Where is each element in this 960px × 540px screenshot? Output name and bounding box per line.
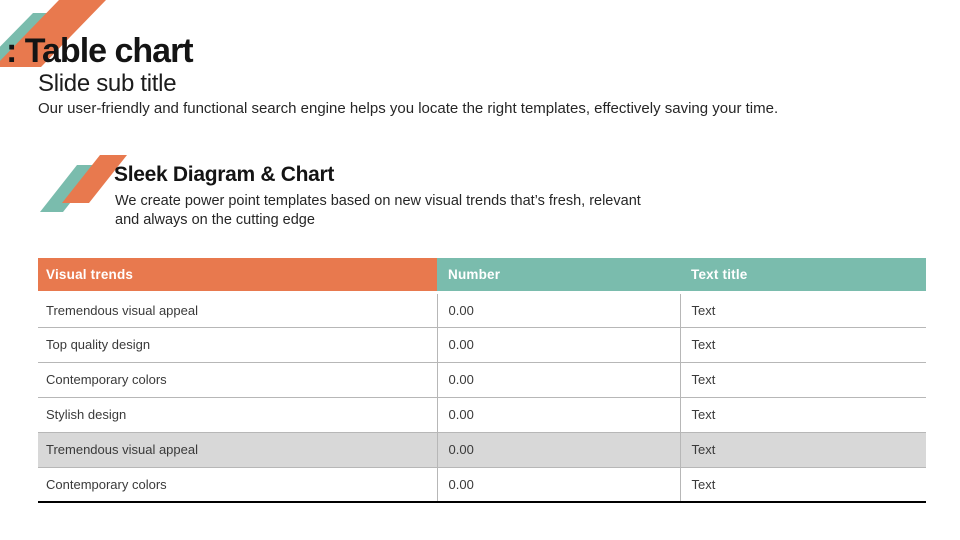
slide-description: Our user-friendly and functional search engine helps you locate the right templates, effectively saving your time. [38,100,779,117]
table-cell: 0.00 [437,397,680,432]
table-cell: Text [680,362,926,397]
table-row [38,397,926,432]
table-cell: 0.00 [437,327,680,362]
table-cell: Top quality design [38,327,437,362]
column-header-text-title: Text title [680,258,926,292]
table-cell: Tremendous visual appeal [38,432,437,467]
table-cell: Stylish design [38,397,437,432]
section-description [115,192,641,229]
table-cell: Text [680,397,926,432]
table-cell: 0.00 [437,362,680,397]
table-cell: 0.00 [437,467,680,502]
table-cell: Text [680,292,926,327]
table-cell: Text [680,467,926,502]
table-row-highlighted [38,432,926,467]
slide-subtitle: Slide sub title [38,70,177,97]
section-description-line1: We create power point templates based on new visual trends that’s fresh, relevant [115,193,641,209]
table-cell: Text [680,432,926,467]
table-cell: Contemporary colors [38,362,437,397]
data-table [38,258,926,503]
section-heading: Sleek Diagram & Chart [114,163,335,186]
table-header-row [38,258,926,292]
section-description-line2: and always on the cutting edge [115,211,315,228]
table-cell: 0.00 [437,432,680,467]
table-row [38,292,926,327]
table-row [38,362,926,397]
column-header-number: Number [437,258,680,292]
slide-title: : Table chart [6,32,193,70]
table-row [38,327,926,362]
column-header-visual-trends: Visual trends [38,258,437,292]
table-cell: Contemporary colors [38,467,437,502]
table-cell: 0.00 [437,292,680,327]
table-cell: Text [680,327,926,362]
table-cell: Tremendous visual appeal [38,292,437,327]
table-row [38,467,926,502]
